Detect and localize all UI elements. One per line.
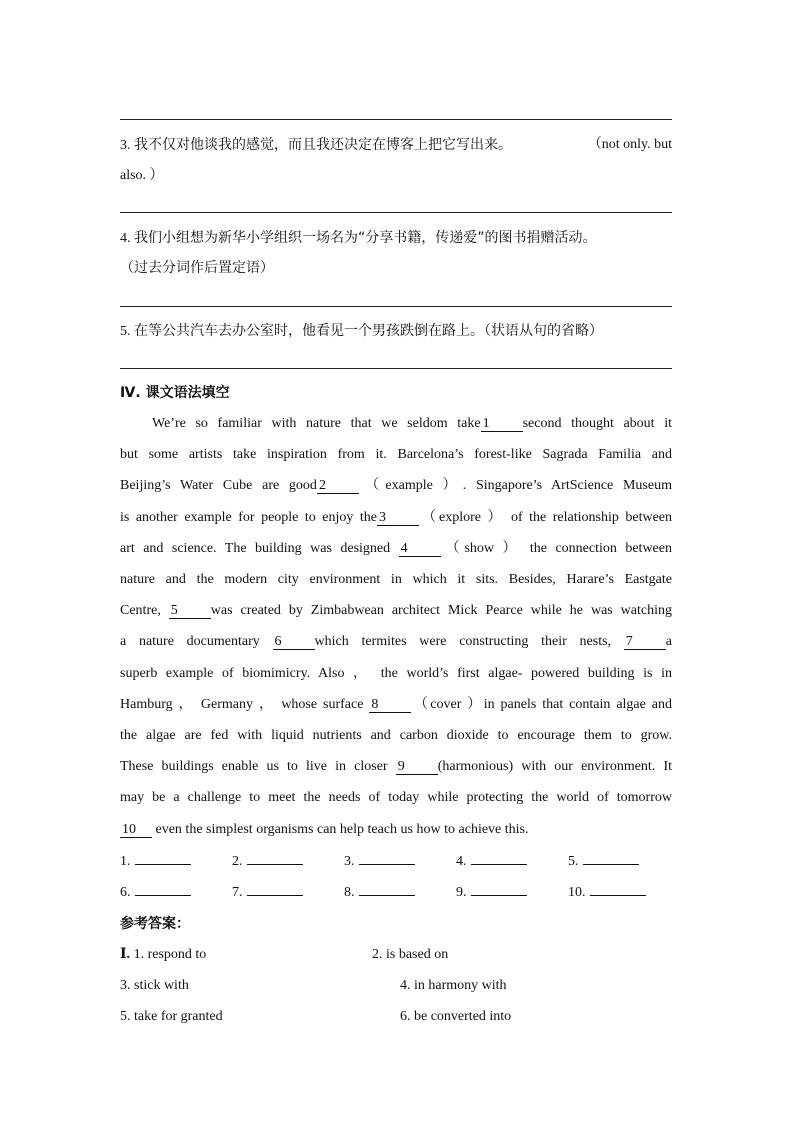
answer-line [120,306,672,307]
passage-text: （explore ） of the relationship between [419,510,672,525]
section-mark: Ⅰ. [120,947,131,962]
passage-text: was created by Zimbabwean architect Mick Pearce while he was watching [210,603,672,618]
answer-slot[interactable] [344,852,415,871]
passage-text: nature and the modern city environment in which it sits. Besides, Harare’s Eastgate [120,572,672,587]
answer-key-title: 参考答案： [120,916,190,932]
answer-blank-line[interactable] [583,852,639,865]
answer-slot-number: 10. [568,885,586,900]
blank-6: 6 [273,634,315,650]
passage-line [120,602,672,620]
answer-slot-number: 5. [568,854,579,869]
passage-text: We’re so familiar with nature that we seldom take [152,416,481,431]
answer-key-item: 6. be converted into [400,1009,512,1024]
passage-text: These buildings enable us to live in closer [120,759,396,774]
blank-5: 5 [169,603,211,619]
passage-line [152,415,672,433]
question-4-hint: （过去分词作后置定语） [120,260,274,276]
passage-text: （show ） the connection between [440,541,672,556]
answer-key-item [120,946,206,964]
answer-blank-line[interactable] [359,852,415,865]
question-4 [120,229,680,248]
passage-text: may be a challenge to meet the needs of today while protecting the world of tomorrow [120,790,672,805]
question-text: 我不仅对他谈我的感觉，而且我还决定在博客上把它写出来。 [134,137,512,153]
answer-blank-line[interactable] [359,883,415,896]
answer-line [120,212,672,213]
blank-9: 9 [396,759,438,775]
section-title: Ⅳ. 课文语法填空 [120,385,230,401]
passage-text: （example ）. Singapore’s ArtScience Museum [358,478,672,493]
answer-key-item: 3. stick with [120,978,189,993]
passage-text: which termites were constructing their nests, [314,634,624,649]
answer-key-item: 5. take for granted [120,1009,223,1024]
answer-slot-number: 2. [232,854,243,869]
passage-line [120,509,672,527]
answer-line [120,119,672,120]
answer-blank-line[interactable] [135,852,191,865]
answer-slot[interactable] [232,852,303,871]
answer-slot-number: 7. [232,885,243,900]
passage-text: even the simplest organisms can help teach us how to achieve this. [152,822,529,837]
passage-text: art and science. The building was designed [120,541,399,556]
question-text: 在等公共汽车去办公室时，他看见一个男孩跌倒在路上。（状语从句的省略） [134,323,603,339]
passage-text: but some artists take inspiration from it. Barcelona’s forest-like Sagrada Familia and [120,447,672,462]
answer-line [120,368,672,369]
passage-line [120,727,672,745]
answer-slot[interactable] [344,883,415,902]
passage-line [120,821,672,839]
answer-slot-number: 3. [344,854,355,869]
question-text: 我们小组想为新华小学组织一场名为“分享书籍，传递爱”的图书捐赠活动。 [134,230,597,246]
blank-3: 3 [377,510,419,526]
question-number: 5. [120,324,131,339]
passage-text: (harmonious) with our environment. It [437,759,672,774]
answer-slot[interactable] [120,883,191,902]
passage-text: second thought about it [522,416,672,431]
blank-8: 8 [369,697,411,713]
answer-slot-number: 8. [344,885,355,900]
answer-slot-number: 4. [456,854,467,869]
key-text: 1. respond to [133,947,207,962]
answer-blank-line[interactable] [471,883,527,896]
question-number: 3. [120,138,131,153]
passage-line [120,665,672,683]
question-5 [120,322,700,341]
blank-4: 4 [399,541,441,557]
blank-2: 2 [317,478,359,494]
passage-text: the algae are fed with liquid nutrients and carbon dioxide to encourage them to grow. [120,728,672,743]
blank-10: 10 [120,822,152,838]
answer-slot[interactable] [456,883,527,902]
answer-blank-line[interactable] [247,883,303,896]
passage-line [120,446,672,464]
question-number: 4. [120,231,131,246]
passage-line [120,789,672,807]
passage-text: superb example of biomimicry. Also ， the world’s first algae- powered building is in [120,666,672,681]
passage-text: Centre, [120,603,169,618]
passage-text: （cover ）in panels that contain algae and [411,697,672,712]
answer-slot-number: 6. [120,885,131,900]
answer-slot[interactable] [568,883,646,902]
passage-text: a [665,634,673,649]
passage-line [120,540,672,558]
passage-line [120,633,672,651]
answer-slot[interactable] [232,883,303,902]
answer-blank-line[interactable] [247,852,303,865]
answer-slot[interactable] [456,852,527,871]
passage-line [120,758,672,776]
answer-slot-number: 1. [120,854,131,869]
question-3 [120,136,672,155]
question-hint: （not only. but [587,137,672,152]
passage-line [120,571,672,589]
answer-slot[interactable] [568,852,639,871]
answer-slot-number: 9. [456,885,467,900]
passage-text: a nature documentary [120,634,273,649]
answer-key-item: 4. in harmony with [400,978,507,993]
answer-blank-line[interactable] [135,883,191,896]
passage-line [120,477,672,495]
blank-1: 1 [481,416,523,432]
question-3-hint-continued: also. ） [120,168,164,183]
answer-blank-line[interactable] [471,852,527,865]
answer-key-item: 2. is based on [372,947,449,962]
answer-blank-line[interactable] [590,883,646,896]
blank-7: 7 [624,634,666,650]
passage-text: Beijing’s Water Cube are good [120,478,317,493]
passage-text: Hamburg ， Germany ， whose surface [120,697,370,712]
passage-line [120,696,672,714]
passage-text: is another example for people to enjoy the [120,510,377,525]
answer-slot[interactable] [120,852,191,871]
